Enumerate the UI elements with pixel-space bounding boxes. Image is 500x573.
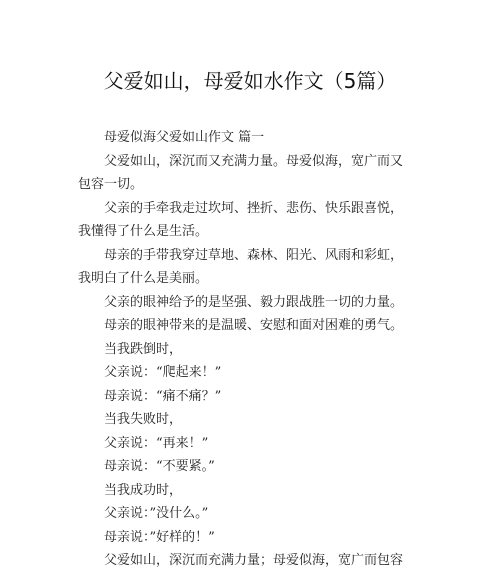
paragraph-line: 父亲说：“爬起来！” [104,365,222,380]
paragraph-line: 母亲说：”好样的！” [104,529,215,545]
paragraph-line: 当我跌倒时， [104,341,183,357]
paragraph-line: 母亲说：“痛不痛？” [104,388,222,404]
paragraph-line: 当我失败时， [104,412,183,427]
document-title: 父爱如山，母爱如水作文（5篇） [103,69,397,93]
paragraph-line: 母亲的眼神带来的是温暖、安慰和面对困难的勇气。 [104,318,404,333]
paragraph-line: 我懂得了什么是生活。 [78,224,209,239]
paragraph-line: 父爱如山，深沉而充满力量；母爱似海，宽广而包容 [104,553,404,568]
paragraph-line: 母亲的手带我穿过草地、森林、阳光、风雨和彩虹， [104,247,404,263]
section-heading: 母爱似海父爱如山作文 篇一 [104,130,265,145]
paragraph-line: 我明白了什么是美丽。 [78,271,209,286]
paragraph-line: 父亲说：”没什么。” [104,506,209,521]
paragraph-line: 父爱如山，深沉而又充满力量。母爱似海，宽广而又 [104,153,404,169]
paragraph-line: 母亲说：“不要紧。” [104,459,215,474]
paragraph-line: 父亲的眼神给予的是坚强、毅力跟战胜一切的力量。 [104,294,404,310]
paragraph-line: 当我成功时， [104,482,183,498]
paragraph-line: 包容一切。 [78,177,144,192]
paragraph-line: 父亲的手牵我走过坎坷、挫折、悲伤、快乐跟喜悦， [104,200,404,216]
paragraph-line: 父亲说：“再来！” [104,435,209,451]
document-body [78,126,428,573]
